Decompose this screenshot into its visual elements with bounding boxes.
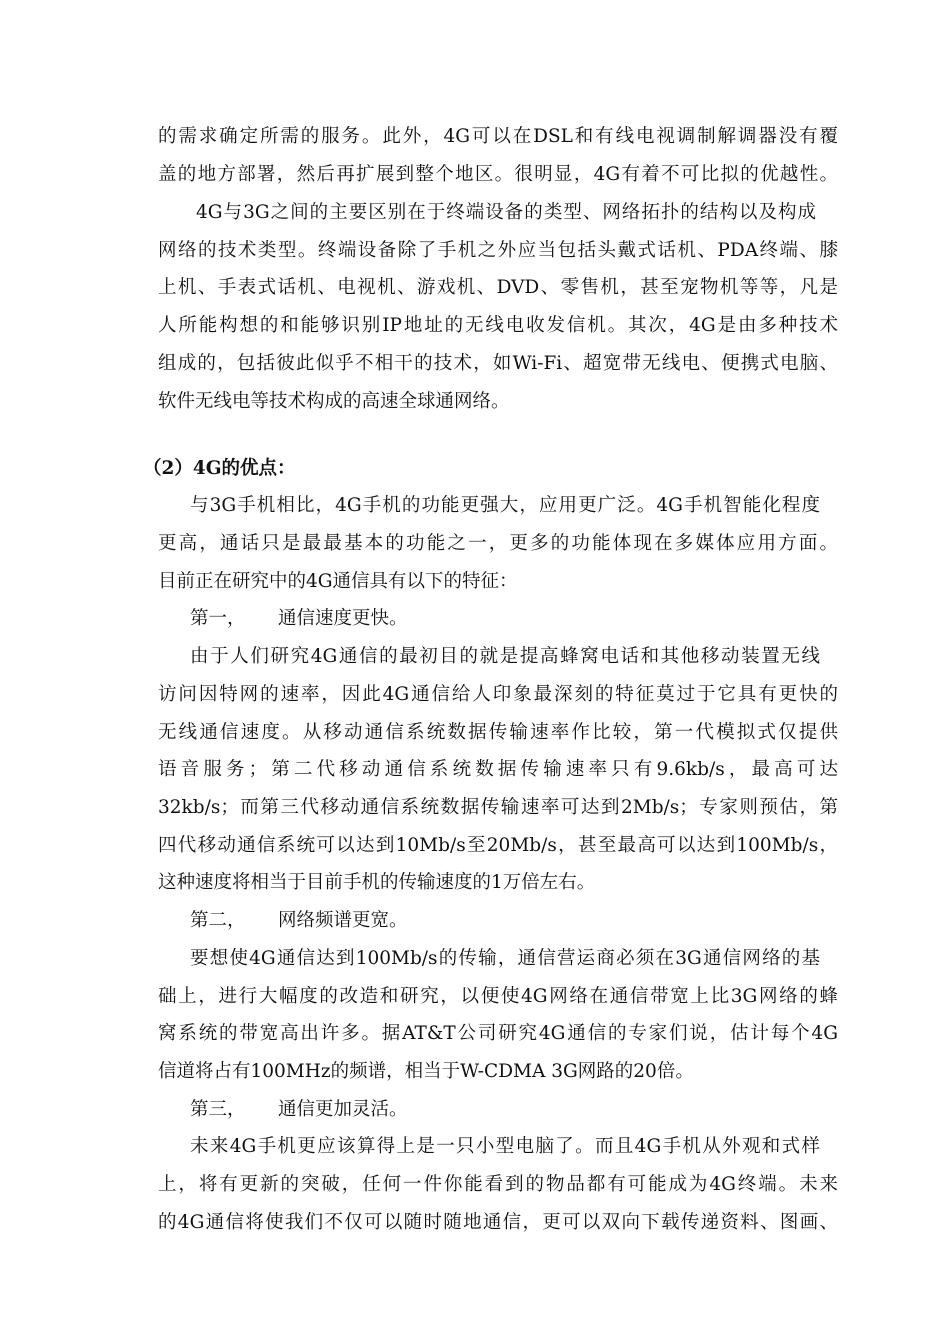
paragraph-line: 这种速度将相当于目前手机的传输速度的1万倍左右。	[158, 872, 596, 893]
paragraph-line: 的4G通信将使我们不仅可以随时随地通信，更可以双向下载传递资料、图画、	[158, 1212, 838, 1233]
paragraph-line: 人所能构想的和能够识别IP地址的无线电收发信机。其次，4G是由多种技术	[158, 315, 838, 336]
feature-number: 第一，	[190, 608, 246, 629]
paragraph-line: 更高，通话只是最最基本的功能之一，更多的功能体现在多媒体应用方面。	[158, 533, 838, 554]
paragraph-line: 上，将有更新的突破，任何一件你能看到的物品都有可能成为4G终端。未来	[158, 1174, 838, 1195]
paragraph-line: 要想使4G通信达到100Mb/s的传输，通信营运商必须在3G通信网络的基	[190, 948, 820, 969]
paragraph-line: 未来4G手机更应该算得上是一只小型电脑了。而且4G手机从外观和式样	[190, 1136, 820, 1157]
paragraph-line: 软件无线电等技术构成的高速全球通网络。	[158, 391, 510, 412]
feature-number: 第二，	[190, 910, 246, 931]
feature-title: 通信速度更快。	[278, 608, 408, 629]
paragraph-line: 32kb/s；而第三代移动通信系统数据传输速率可达到2Mb/s；专家则预估，第	[158, 797, 838, 818]
feature-title: 通信更加灵活。	[278, 1099, 408, 1120]
paragraph-line: 访问因特网的速率，因此4G通信给人印象最深刻的特征莫过于它具有更快的	[158, 684, 838, 705]
feature-number: 第三，	[190, 1099, 246, 1120]
section-heading: （2）4G的优点：	[143, 458, 296, 479]
paragraph-line: 无线通信速度。从移动通信系统数据传输速率作比较，第一代模拟式仅提供	[158, 722, 838, 743]
paragraph-line: 盖的地方部署，然后再扩展到整个地区。很明显，4G有着不可比拟的优越性。	[158, 164, 838, 185]
paragraph-line: 网络的技术类型。终端设备除了手机之外应当包括头戴式话机、PDA终端、膝	[158, 240, 838, 261]
paragraph-line: 由于人们研究4G通信的最初目的就是提高蜂窝电话和其他移动装置无线	[190, 646, 820, 667]
paragraph-line: 础上，进行大幅度的改造和研究，以便使4G网络在通信带宽上比3G网络的蜂	[158, 986, 838, 1007]
paragraph-line: 语音服务；第二代移动通信系统数据传输速率只有9.6kb/s，最高可达	[158, 759, 838, 780]
paragraph-line: 4G与3G之间的主要区别在于终端设备的类型、网络拓扑的结构以及构成	[196, 202, 816, 223]
paragraph-line: 的需求确定所需的服务。此外，4G可以在DSL和有线电视调制解调器没有覆	[158, 126, 838, 147]
paragraph-line: 与3G手机相比，4G手机的功能更强大，应用更广泛。4G手机智能化程度	[190, 495, 820, 516]
paragraph-line: 信道将占有100MHz的频谱，相当于W-CDMA 3G网路的20倍。	[158, 1061, 694, 1082]
paragraph-line: 上机、手表式话机、电视机、游戏机、DVD、零售机，甚至宠物机等等，凡是	[158, 277, 838, 298]
feature-title: 网络频谱更宽。	[278, 910, 408, 931]
paragraph-line: 目前正在研究中的4G通信具有以下的特征：	[158, 571, 518, 592]
paragraph-line: 窝系统的带宽高出许多。据AT&T公司研究4G通信的专家们说，估计每个4G	[158, 1023, 838, 1044]
paragraph-line: 组成的，包括彼此似乎不相干的技术，如Wi-Fi、超宽带无线电、便携式电脑、	[158, 353, 838, 374]
paragraph-line: 四代移动通信系统可以达到10Mb/s至20Mb/s，甚至最高可以达到100Mb/s，	[158, 835, 838, 856]
